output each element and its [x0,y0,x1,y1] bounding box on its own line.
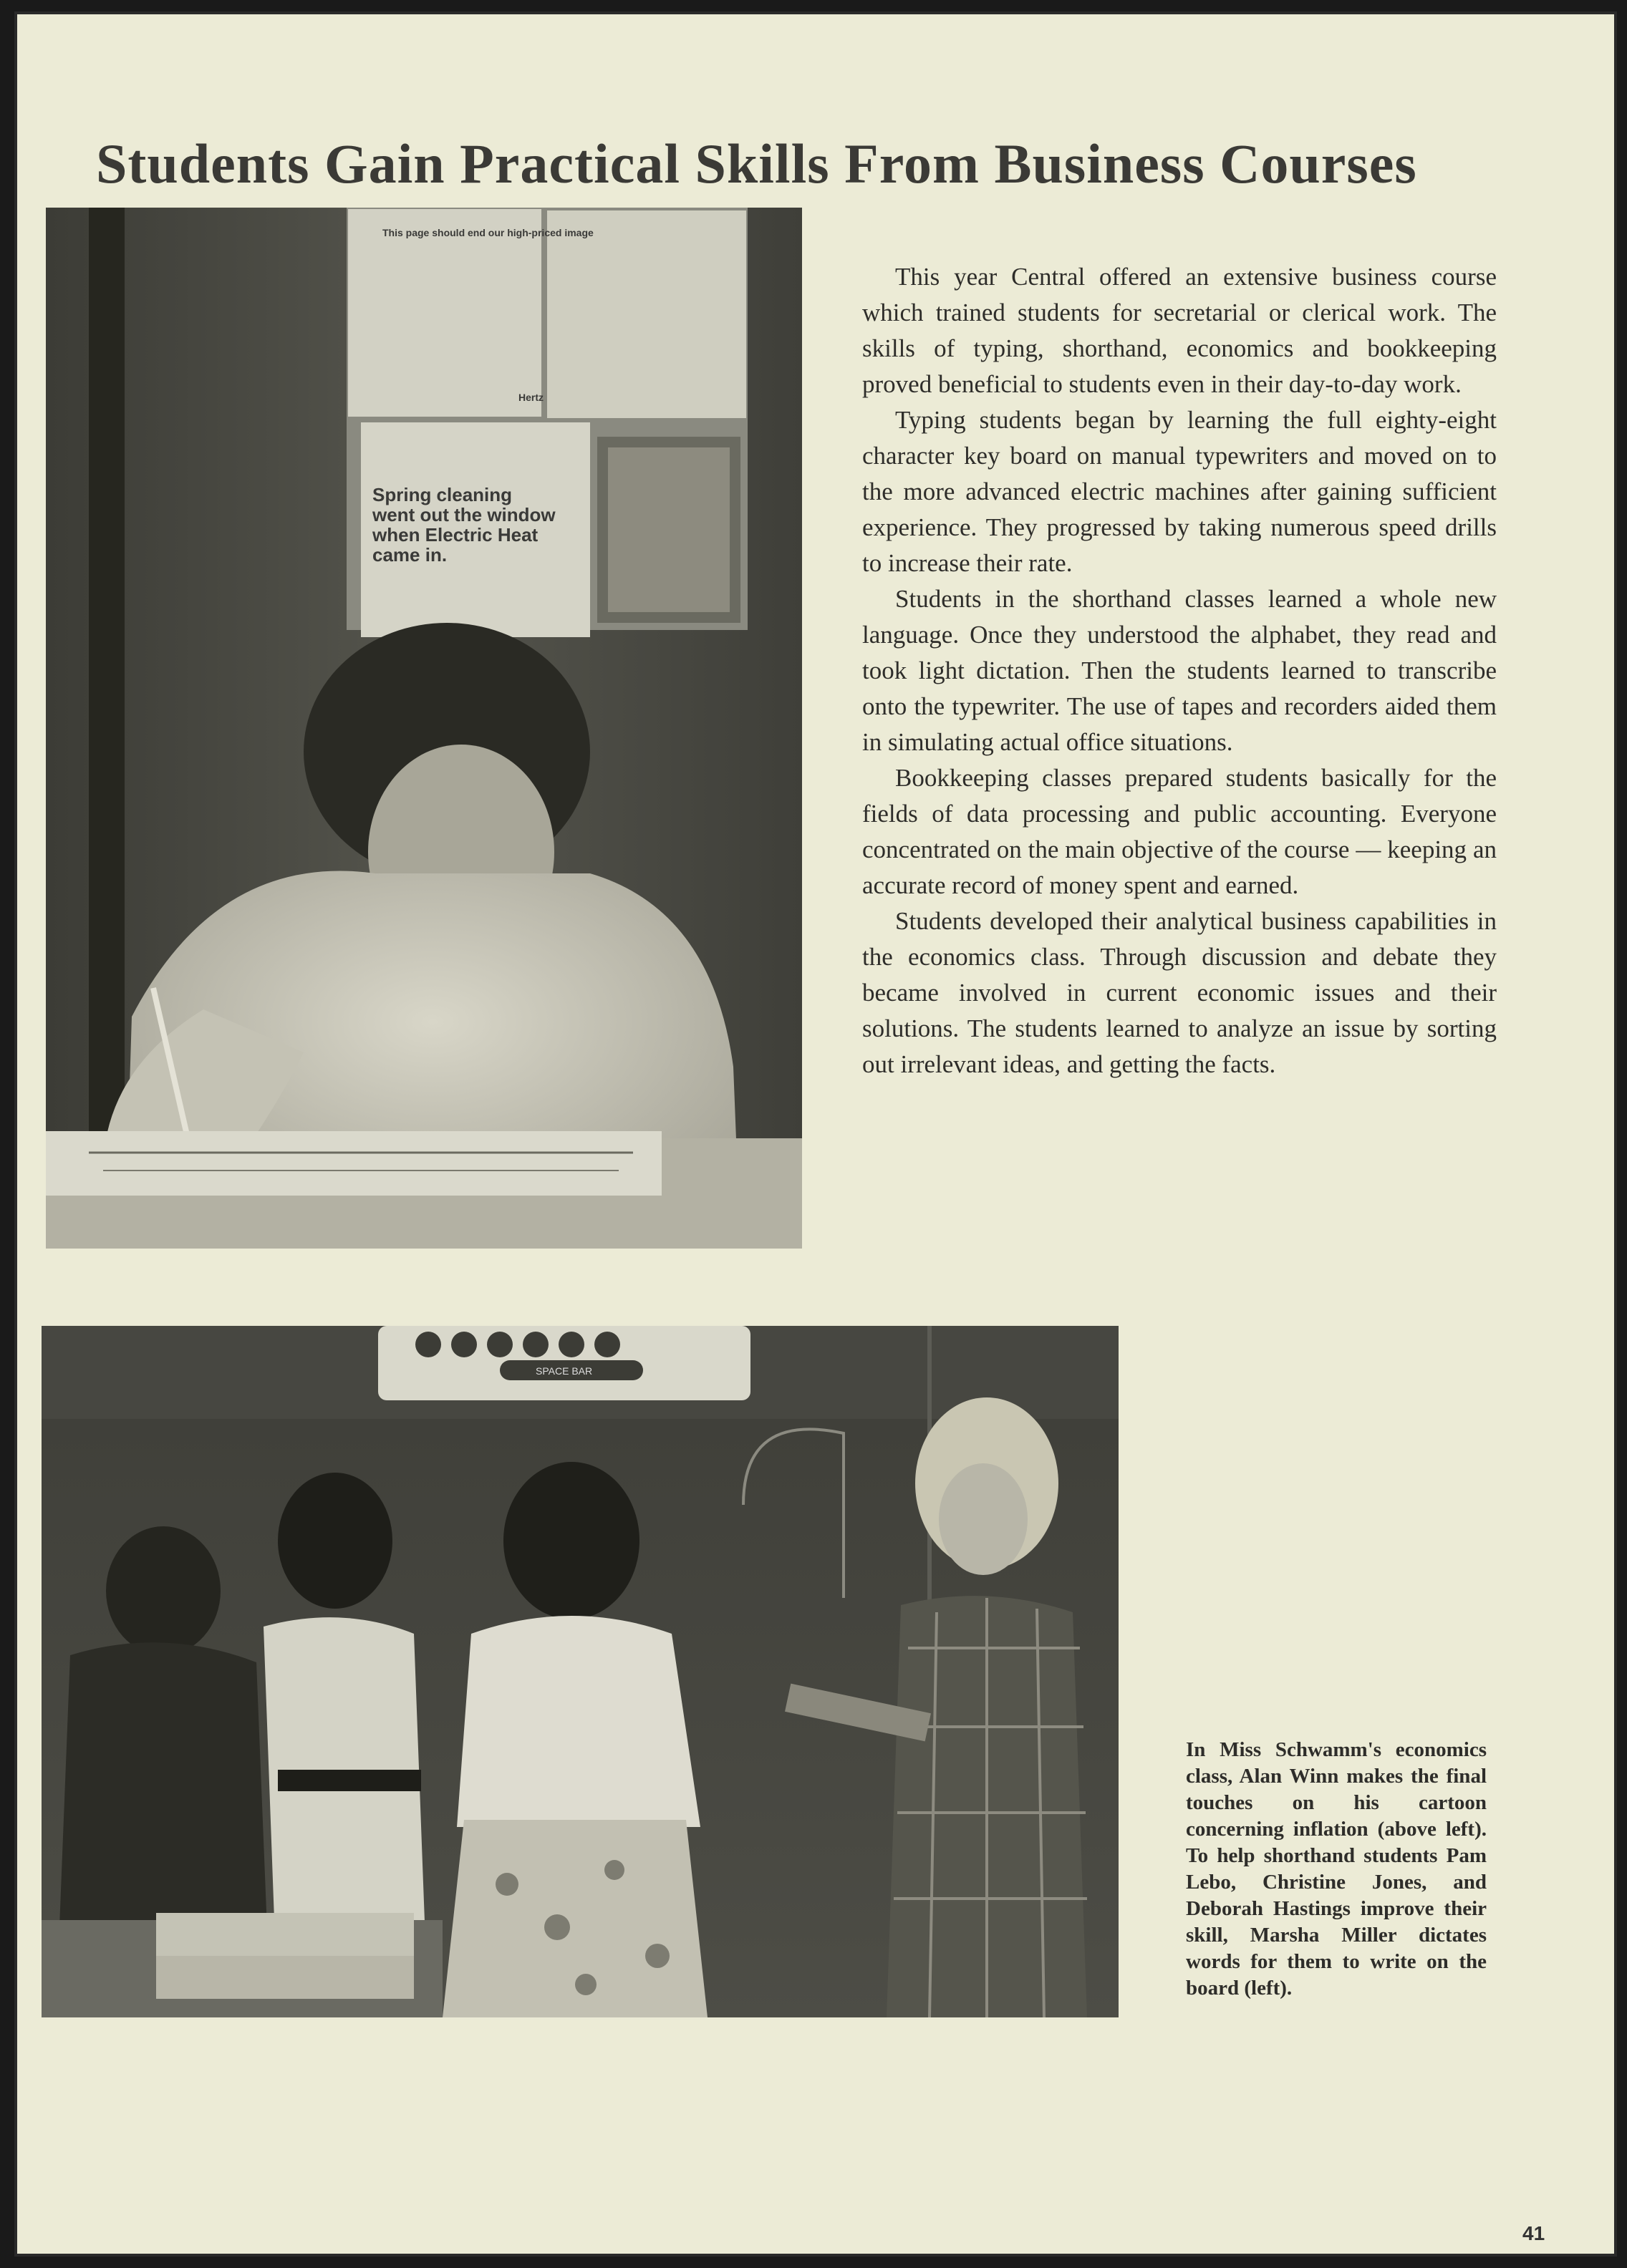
paragraph: Students in the shorthand classes learned a whole new language. Once they understood the alphabet, they read and took light dictation. Then the students learned to transcribe onto the typewriter. The use of tapes and recorders aided them in simulating actual office situations. [862,585,1497,756]
paragraph: Students developed their analytical business capabilities in the economics class. Through discussion and debate they became involved in current economic issues and their solutions. The students learned to analyze an issue by sorting out irrelevant ideas, and getting the facts. [862,907,1497,1078]
photo-caption: In Miss Schwamm's economics class, Alan Winn makes the final touches on his cartoon concerning inflation (above left). To help shorthand students Pam Lebo, Christine Jones, and Deborah Hastings improve their skill, Marsha Miller dictates words for them to write on the board (left). [1186,1738,1487,2000]
photo-students-chalkboard-image [42,1326,1119,2017]
photo-student-drawing-image [46,208,802,1249]
page-title: Students Gain Practical Skills From Business Courses [96,132,1417,195]
poster-line-3: when Electric Heat [372,524,539,546]
ad-headline: This page should end our high-priced image [382,227,594,238]
poster-line-2: went out the window [372,504,556,525]
ad-brand: Hertz [518,392,544,403]
paragraph: Bookkeeping classes prepared students basically for the fields of data processing and public accounting. Everyone concentrated on the main objective of the course — keeping an accurate record of money spent and earned. [862,764,1497,899]
paragraph: This year Central offered an extensive business course which trained students for secretarial or clerical work. The skills of typing, shorthand, economics and bookkeeping proved beneficial to students even in their day-to-day work. [862,263,1497,398]
photo-students-chalkboard [42,1326,1119,2017]
poster-line-1: Spring cleaning [372,484,513,505]
space-bar-label: SPACE BAR [536,1365,593,1377]
page-number: 41 [1522,2222,1545,2244]
photo-student-drawing [46,208,802,1249]
article-body [862,259,1497,1082]
poster-line-4: came in. [372,544,448,566]
yearbook-page [14,11,1617,2257]
paragraph: Typing students began by learning the full eighty-eight character key board on manual typewriters and moved on to the more advanced electric machines after gaining sufficient experience. They progressed by taking numerous speed drills to increase their rate. [862,406,1497,577]
